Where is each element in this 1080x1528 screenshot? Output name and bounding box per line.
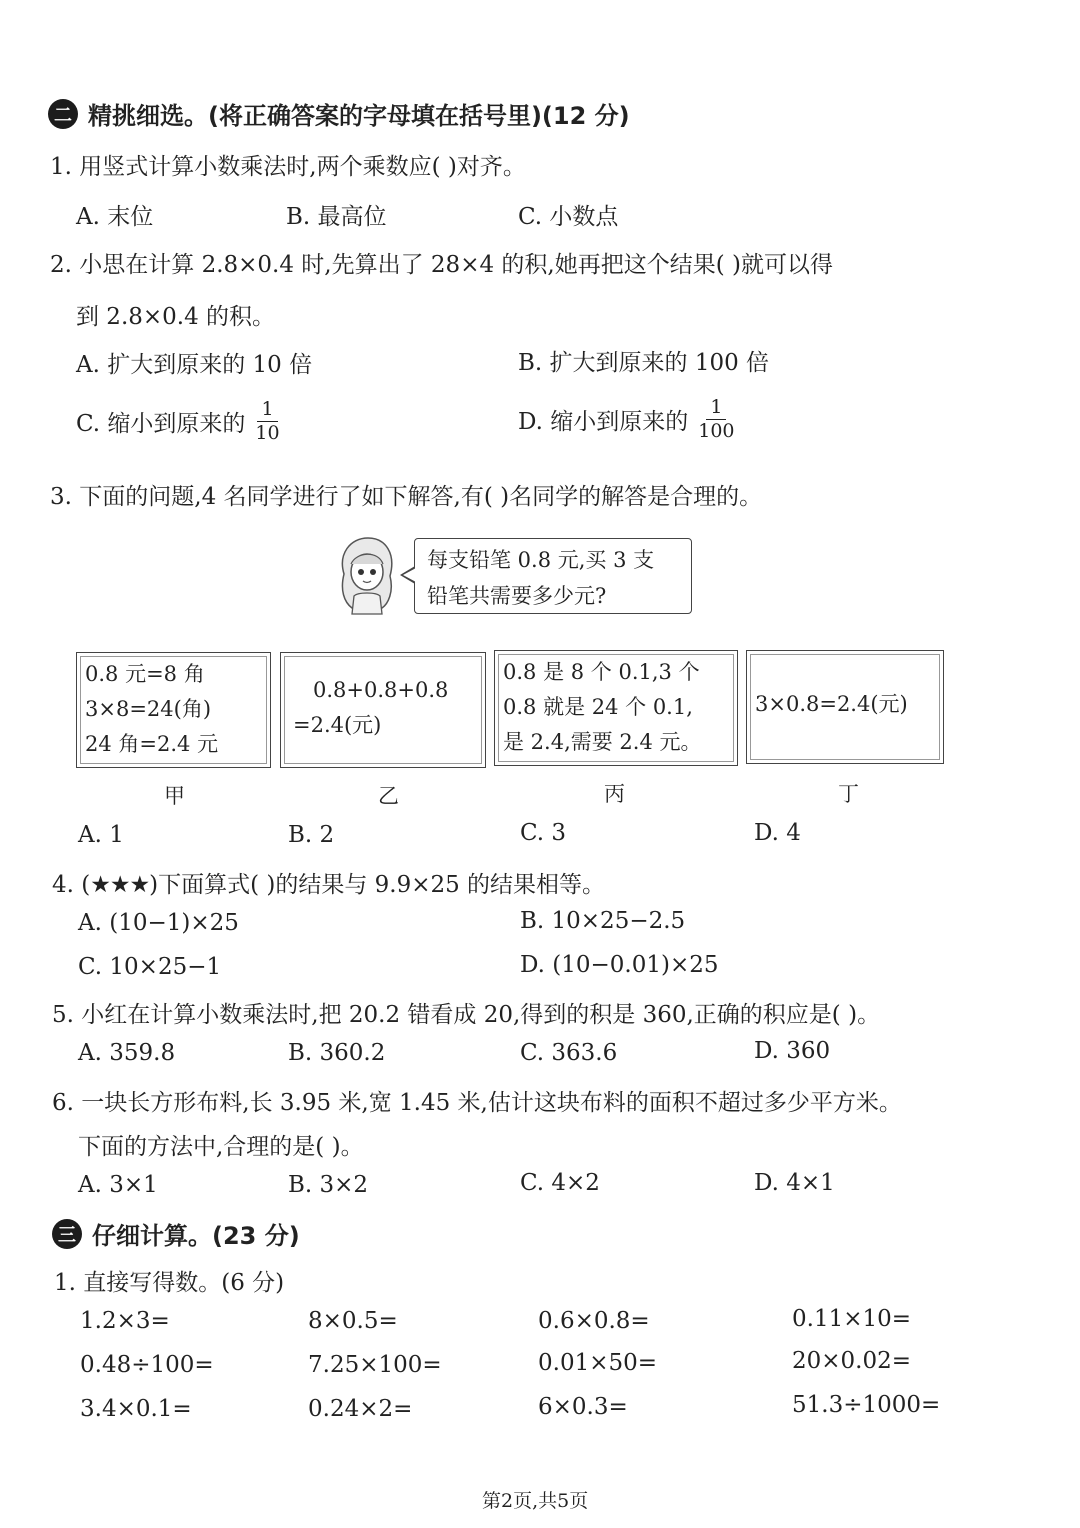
speech-bubble-tail-inner xyxy=(403,568,416,582)
question-6-line2: 下面的方法中,合理的是( )。 xyxy=(78,1134,364,1160)
q2-option-d xyxy=(518,396,739,443)
bubble-line-1: 每支铅笔 0.8 元,买 3 支 xyxy=(427,548,655,572)
bubble-line-2: 铅笔共需要多少元? xyxy=(427,584,607,608)
q1-option-a: A. 末位 xyxy=(76,204,154,230)
question-1-text: 1. 用竖式计算小数乘法时,两个乘数应( )对齐。 xyxy=(50,154,526,180)
box-label-yi: 乙 xyxy=(378,784,399,808)
calc-item: 0.48÷100= xyxy=(80,1352,214,1378)
answer-box-jia xyxy=(76,652,271,768)
q3-option-b: B. 2 xyxy=(288,822,335,848)
q4-option-a: A. (10−1)×25 xyxy=(78,910,239,936)
box-line: 24 角=2.4 元 xyxy=(85,732,219,756)
section-number-badge: 三 xyxy=(52,1219,82,1249)
box-line: 3×0.8=2.4(元) xyxy=(755,692,908,716)
q2-option-c-label: C. 缩小到原来的 xyxy=(76,410,246,437)
calc-item: 0.24×2= xyxy=(308,1396,413,1422)
box-label-bing: 丙 xyxy=(604,782,625,806)
difficulty-stars-icon: ★★★ xyxy=(90,872,150,898)
fraction-numerator: 1 xyxy=(706,396,726,420)
girl-illustration xyxy=(336,534,398,616)
q3-option-d: D. 4 xyxy=(754,820,801,846)
box-line: 0.8 就是 24 个 0.1, xyxy=(503,695,693,719)
box-label-jia: 甲 xyxy=(164,784,185,808)
box-line: =2.4(元) xyxy=(293,713,382,737)
section-2-title: 精挑细选。(将正确答案的字母填在括号里)(12 分) xyxy=(88,102,630,130)
answer-box-ding xyxy=(746,650,944,764)
calc-item: 0.6×0.8= xyxy=(538,1308,650,1334)
q4-prefix: 4. ( xyxy=(52,872,91,898)
question-2-line1: 2. 小思在计算 2.8×0.4 时,先算出了 28×4 的积,她再把这个结果( )就可以得 xyxy=(50,252,833,278)
q4-option-d: D. (10−0.01)×25 xyxy=(520,952,719,978)
box-line: 0.8 元=8 角 xyxy=(85,662,205,686)
calc-item: 6×0.3= xyxy=(538,1394,628,1420)
calc-item: 1.2×3= xyxy=(80,1308,170,1334)
box-label-ding: 丁 xyxy=(838,782,859,806)
q4-body: )下面算式( )的结果与 9.9×25 的结果相等。 xyxy=(149,872,606,898)
question-5-text: 5. 小红在计算小数乘法时,把 20.2 错看成 20,得到的积是 360,正确的积应是( )。 xyxy=(52,1002,881,1028)
fraction-numerator: 1 xyxy=(257,398,277,422)
box-line: 0.8 是 8 个 0.1,3 个 xyxy=(503,660,700,684)
q2-option-c xyxy=(76,398,284,445)
calc-title: 1. 直接写得数。(6 分) xyxy=(54,1270,285,1296)
section-2-header xyxy=(48,96,630,131)
calc-item: 8×0.5= xyxy=(308,1308,398,1334)
page-footer: 第2页,共5页 xyxy=(482,1490,589,1512)
box-line: 3×8=24(角) xyxy=(85,697,212,721)
q4-option-c: C. 10×25−1 xyxy=(78,954,222,980)
q3-option-c: C. 3 xyxy=(520,820,567,846)
q3-option-a: A. 1 xyxy=(78,822,124,848)
question-6-line1: 6. 一块长方形布料,长 3.95 米,宽 1.45 米,估计这块布料的面积不超过多少平方米。 xyxy=(52,1090,902,1116)
q6-option-d: D. 4×1 xyxy=(754,1170,835,1196)
calc-item: 3.4×0.1= xyxy=(80,1396,192,1422)
calc-item: 7.25×100= xyxy=(308,1352,442,1378)
fraction-one-hundredth xyxy=(694,396,738,443)
calc-item: 20×0.02= xyxy=(792,1348,912,1374)
q5-option-c: C. 363.6 xyxy=(520,1040,618,1066)
question-3-text: 3. 下面的问题,4 名同学进行了如下解答,有( )名同学的解答是合理的。 xyxy=(50,484,763,510)
calc-item: 51.3÷1000= xyxy=(792,1392,941,1418)
section-number-badge: 二 xyxy=(48,99,78,129)
q1-option-c: C. 小数点 xyxy=(518,204,619,230)
question-2-line2: 到 2.8×0.4 的积。 xyxy=(76,304,276,330)
section-3-header xyxy=(52,1216,300,1251)
fraction-denominator: 10 xyxy=(255,421,280,444)
fraction-one-tenth xyxy=(251,398,283,445)
box-line: 0.8+0.8+0.8 xyxy=(313,678,449,702)
box-line: 是 2.4,需要 2.4 元。 xyxy=(503,730,702,754)
calc-item: 0.11×10= xyxy=(792,1306,912,1332)
q6-option-b: B. 3×2 xyxy=(288,1172,369,1198)
q2-option-a: A. 扩大到原来的 10 倍 xyxy=(76,352,313,378)
q6-option-c: C. 4×2 xyxy=(520,1170,600,1196)
q4-option-b: B. 10×25−2.5 xyxy=(520,908,686,934)
question-4-text xyxy=(52,866,605,899)
section-3-title: 仔细计算。(23 分) xyxy=(92,1222,300,1250)
calc-item: 0.01×50= xyxy=(538,1350,658,1376)
speech-bubble xyxy=(414,538,692,614)
q2-option-b: B. 扩大到原来的 100 倍 xyxy=(518,350,770,376)
q6-option-a: A. 3×1 xyxy=(78,1172,158,1198)
fraction-denominator: 100 xyxy=(698,419,735,442)
q1-option-b: B. 最高位 xyxy=(286,204,387,230)
q2-option-d-label: D. 缩小到原来的 xyxy=(518,408,689,435)
answer-box-bing xyxy=(494,650,738,766)
q5-option-a: A. 359.8 xyxy=(78,1040,176,1066)
q5-option-b: B. 360.2 xyxy=(288,1040,386,1066)
answer-box-yi xyxy=(280,652,486,768)
q5-option-d: D. 360 xyxy=(754,1038,831,1064)
